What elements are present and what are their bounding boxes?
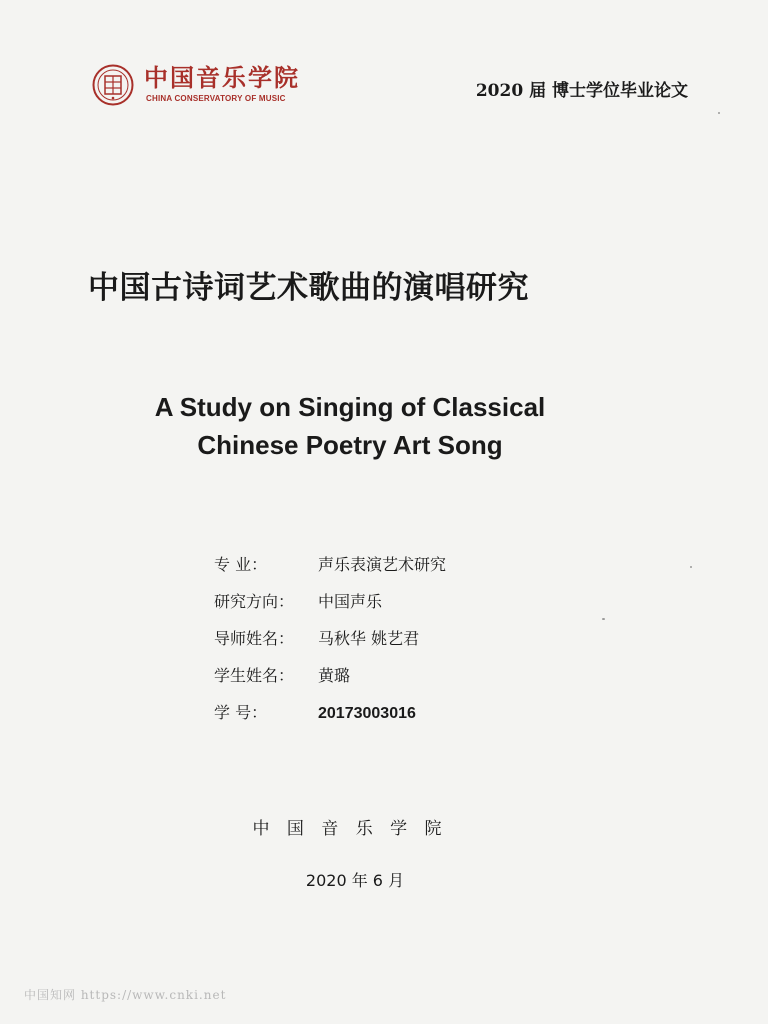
info-value: 声乐表演艺术研究: [318, 555, 447, 574]
thesis-info-block: [214, 546, 446, 731]
info-row-advisor: [214, 620, 446, 657]
info-value: 中国声乐: [318, 592, 383, 611]
logo-chinese-name: 中国音乐学院: [144, 63, 300, 92]
info-row-research-direction: [214, 583, 446, 620]
school-seal-icon: [92, 64, 134, 106]
info-label: 研究方向：: [214, 592, 295, 611]
chinese-title: 中国古诗词艺术歌曲的演唱研究: [88, 270, 529, 306]
scan-speck: [718, 112, 720, 114]
english-title-line-1: A Study on Singing of Classical: [154, 392, 546, 422]
info-value: 马秋华 姚艺君: [318, 629, 420, 648]
info-row-student-id: [214, 694, 446, 731]
info-label: 导师姓名：: [214, 629, 295, 648]
university-logo: [92, 63, 300, 108]
info-label: 专 业：: [214, 555, 268, 574]
english-title: [100, 388, 600, 464]
info-value: 20173003016: [318, 705, 416, 722]
scan-speck: [602, 618, 605, 620]
info-label: 学 号：: [214, 703, 268, 722]
thesis-date: 2020 年 6 月: [305, 871, 405, 890]
thesis-type-header: 2020 届 博士学位毕业论文: [475, 81, 688, 101]
info-label: 学生姓名：: [214, 666, 295, 685]
cnki-watermark: 中国知网 https://www.cnki.net: [24, 988, 227, 1002]
institution-name: 中 国 音 乐 学 院: [252, 819, 448, 839]
scan-speck: [690, 566, 692, 568]
english-title-line-2: Chinese Poetry Art Song: [197, 430, 503, 460]
info-row-major: [214, 546, 446, 583]
info-row-student-name: [214, 657, 446, 694]
info-value: 黄璐: [318, 666, 351, 685]
logo-english-name: CHINA CONSERVATORY OF MUSIC: [146, 94, 286, 103]
